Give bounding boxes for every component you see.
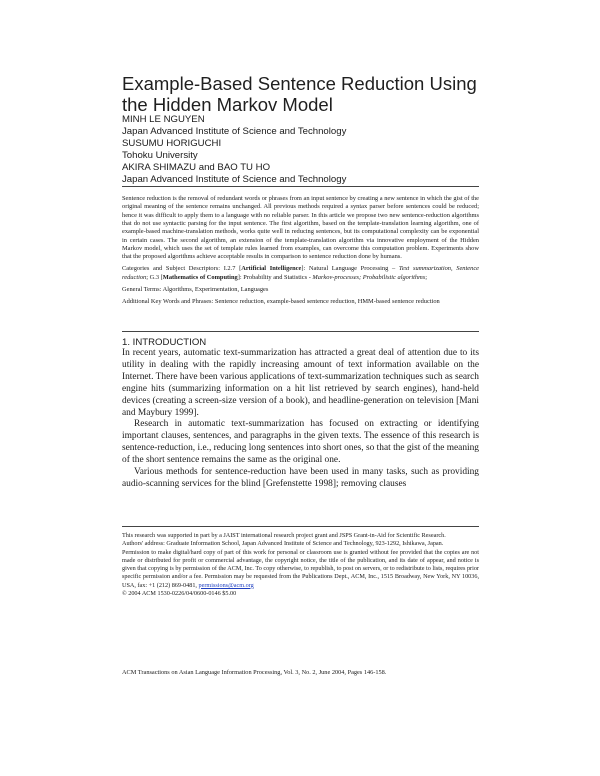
general-terms-line: General Terms: Algorithms, Experimentation, Languages xyxy=(122,285,269,293)
paper-title xyxy=(122,73,502,115)
footnote-rule xyxy=(122,526,479,527)
funding-note: This research was supported in part by a JAIST international research project grant and JSPS Grant-in-Aid for Scientific Research. xyxy=(122,532,446,539)
address-note: Authors' address: Graduate Information School, Japan Advanced Institute of Science and Technology, 923-1292, Ishikawa, Japan. xyxy=(122,540,444,548)
author-name: MINH LE NGUYEN xyxy=(122,114,205,125)
abstract-top-rule xyxy=(122,186,479,187)
author-block xyxy=(122,114,482,186)
categories-line: Categories and Subject Descriptors: I.2.7 [Artificial Intelligence]: Natural Language Processing – Text summarization, Sentence reduction; G.3 [Mathematics of Computing]: Probability and Statistics - Markov-processes; Probabilistic algorithms; xyxy=(122,265,479,281)
intro-body xyxy=(122,348,479,491)
section-heading: 1. INTRODUCTION xyxy=(122,337,207,348)
title-line-2: the Hidden Markov Model xyxy=(122,94,333,115)
abstract-text: Sentence reduction is the removal of redundant words or phrases from an input sentence by creating a new sentence in which the gist of the original meaning of the sentence remains unchanged. All previous methods required a syntax parser before sentences could be reduced; hence it was difficult to apply them to a language with no reliable parser. In this article we propose two new sentence-reduction algorithms that do not use syntactic parsing for the input sentence. The first algorithm, based on the template-translation learning algorithm, one of example-based machine-translation methods, works quite well in reducing sentences, but its computational complexity can be exponential in certain cases. The second algorithm, an extension of the template-translation algorithm via innovative employment of the Hidden Markov model, which uses the set of template rules learned from examples, can overcome this computation problem. Experiments show that the proposed algorithms achieve acceptable results in comparison to sentence reduction done by humans. xyxy=(122,195,479,261)
author-affiliation: Japan Advanced Institute of Science and Technology xyxy=(122,126,347,137)
keywords-line: Additional Key Words and Phrases: Sentence reduction, example-based sentence reduction, HMM-based sentence reduction xyxy=(122,297,440,305)
copyright-note: © 2004 ACM 1530-0226/04/0600-0146 $5.00 xyxy=(122,590,237,598)
title-line-1: Example-Based Sentence Reduction Using xyxy=(122,73,477,94)
journal-footer: ACM Transactions on Asian Language Information Processing, Vol. 3, No. 2, June 2004, Pages 146-158. xyxy=(122,669,387,676)
author-name: SUSUMU HORIGUCHI xyxy=(122,138,222,149)
footnote-block xyxy=(122,532,479,598)
body-paragraph: Various methods for sentence-reduction have been used in many tasks, such as providing audio-scanning services for the blind [Grefenstette 1998]; removing clauses xyxy=(122,467,479,489)
author-name: AKIRA SHIMAZU and BAO TU HO xyxy=(122,162,271,173)
body-paragraph: In recent years, automatic text-summarization has attracted a great deal of attention due to its utility in dealing with the rapidly increasing amount of text information available on the Internet. There have been various applications of text-summarization techniques such as search engine hits (summarizing information on a hit list retrieved by search engines), hand-held devices (creating a screen-size version of a book), and headline-generation on television [Mani and Maybury 1999]. xyxy=(122,348,479,418)
permissions-email-link[interactable]: permissions@acm.org xyxy=(198,581,254,589)
author-affiliation: Japan Advanced Institute of Science and Technology xyxy=(122,174,347,185)
abstract-bottom-rule xyxy=(122,331,479,332)
permission-note: Permission to make digital/hard copy of part of this work for personal or classroom use is granted without fee provided that the copies are not made or distributed for profit or commercial advantage, the copyright notice, the title of the publication, and its date of appear, and notice is given that copying is by permission of the ACM, Inc. To copy otherwise, to republish, to post on servers, or to redistribute to lists, requires prior specific permission and/or a fee. Permission may be requested from the Publications Dept., ACM, Inc., 1515 Broadway, New York, NY 10036, USA, fax: +1 (212) 869-0481, permissions@acm.org xyxy=(122,548,479,589)
body-paragraph: Research in automatic text-summarization has focused on extracting or identifying important clauses, sentences, and paragraphs in the given texts. The essence of this research is sentence-reduction, i.e., reducing long sentences into short ones, so that the gist of the meaning of the short sentence remains the same as the original one. xyxy=(122,419,479,466)
abstract-block xyxy=(122,195,479,310)
author-affiliation: Tohoku University xyxy=(122,150,198,161)
